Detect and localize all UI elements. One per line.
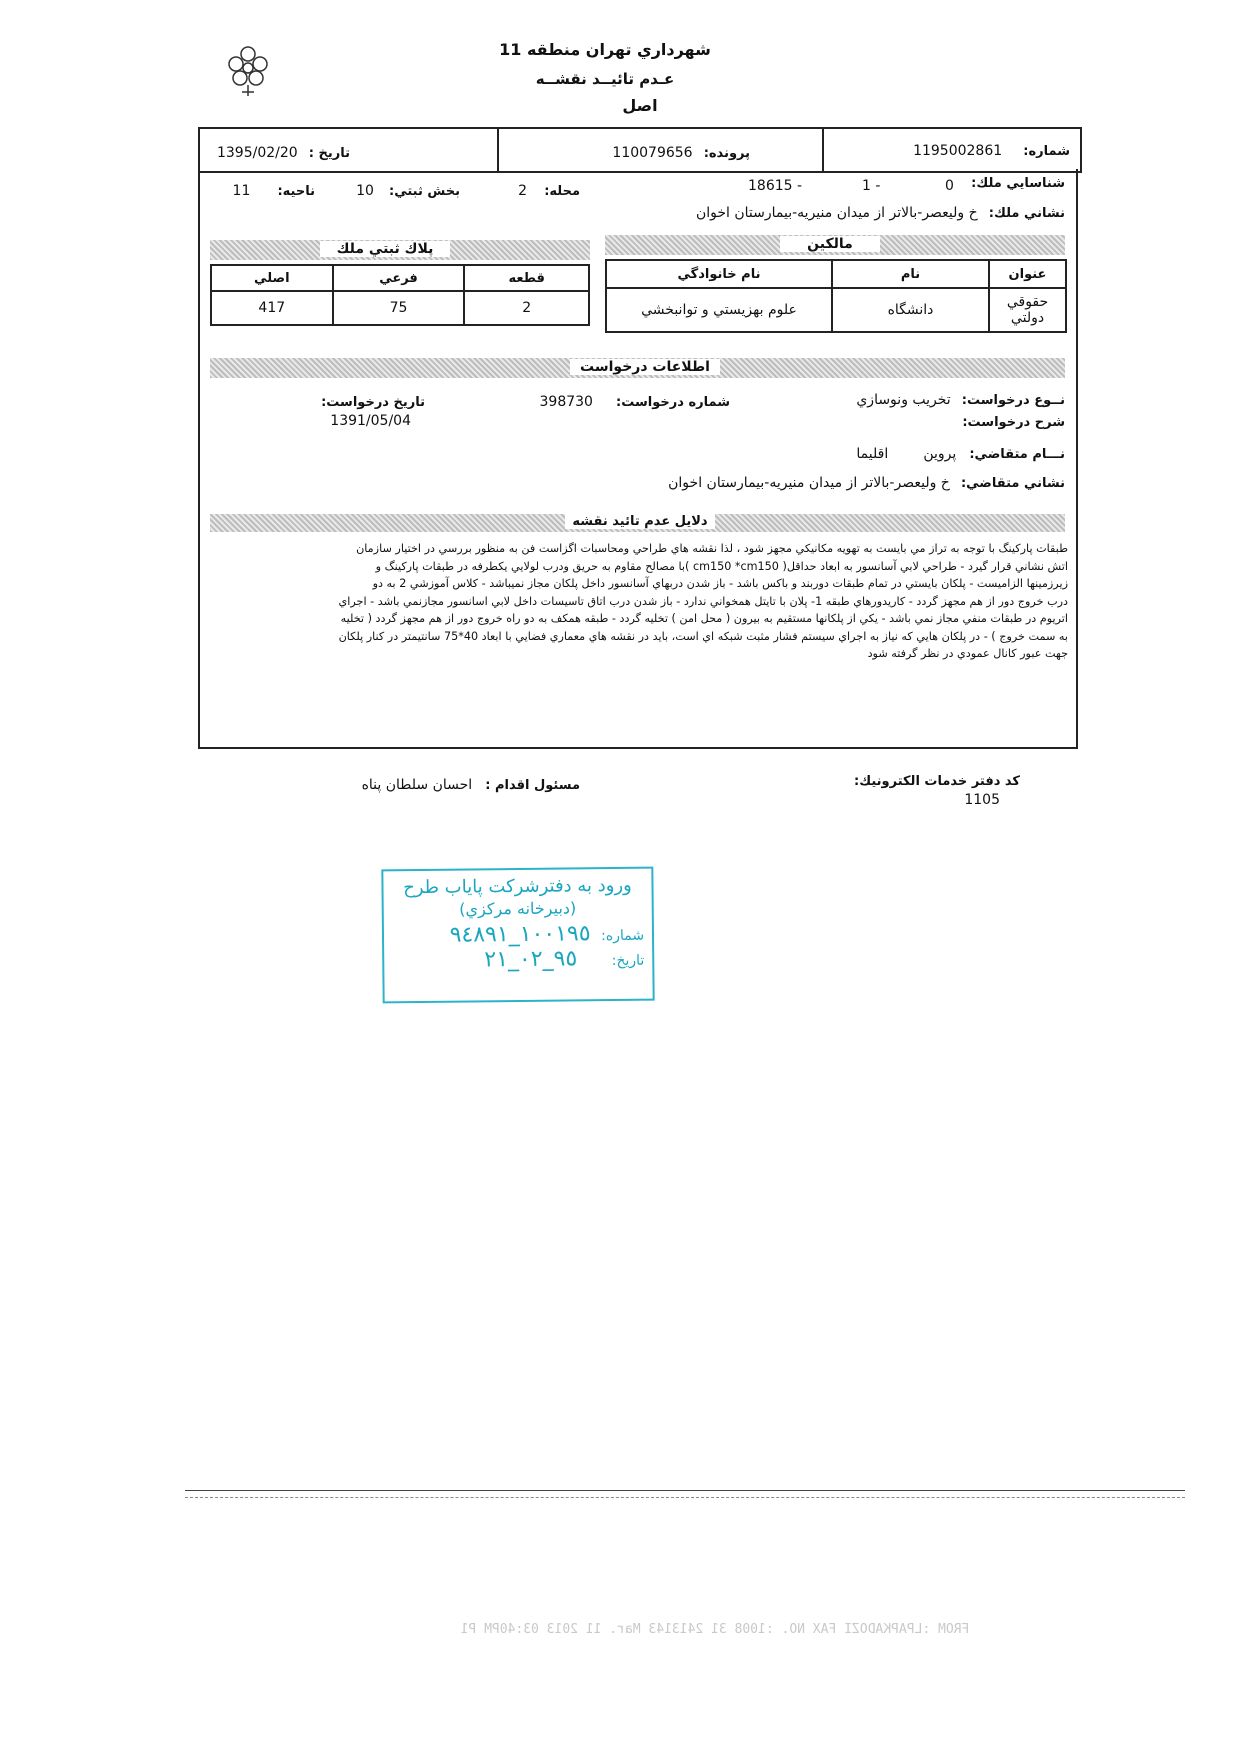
municipality-logo-icon	[222, 40, 274, 100]
reason-line-4: درب خروج دور از هم مجهز گردد - كاريدورهاي طبقه 1- پلان با تايتل همخواني ندارد - باز شدن درب اتاق تاسيسات داخل لابي اسانسور مجازنمي باشد - اجراي	[338, 594, 1068, 608]
request-date-field: تاريخ درخواست: 1391/05/04	[321, 395, 425, 429]
owners-header-title: عنوان	[989, 260, 1066, 288]
fax-footer: FROM :LPAPKADOZI FAX NO. :1008 31 2413143 Mar. 11 2013 03:40PM P1	[460, 1622, 970, 1637]
owners-header-family: نام خانوادگي	[606, 260, 832, 288]
file-field: پرونده: 110079656	[612, 145, 750, 161]
property-id-part-3: 18615 -	[748, 178, 803, 194]
reason-line-7: جهت عبور كانال عمودي در نظر گرفته شود	[867, 647, 1068, 660]
owners-header-name: نام	[832, 260, 989, 288]
reason-line-2: اتش نشاني قرار گيرد - طراحي لابي آسانسور به ابعاد حداقل( cm150 *cm150 )با مصالح مقاوم به حريق ودرب لولايي يكطرفه در طبقات پاركينگ و	[375, 559, 1068, 573]
date-value: 1395/02/20	[216, 145, 298, 161]
owners-cell-title: حقوقي دولتي	[989, 288, 1066, 332]
applicant-name-field: نـــام متقاضي: پروين اقليما	[856, 446, 1065, 462]
reason-line-1: طبقات پاركينگ با توجه به تراز مي بايست به تهويه مكانيكي مجهز شود ، لذا نقشه هاي طراحي ومحاسبات اگزاست فن به منظور بررسي در اختيار سازمان	[356, 542, 1068, 555]
mahalle-field: محله: 2	[518, 183, 580, 199]
request-number-field: شماره درخواست: 398730	[539, 394, 730, 410]
document-subtitle: عـدم تائيــد نقشــه	[535, 70, 675, 88]
bottom-separator	[185, 1490, 1185, 1491]
plaque-cell-main: 417	[211, 291, 333, 325]
request-type-field: نــوع درخواست: تخريب ونوسازي	[856, 392, 1065, 408]
property-address: نشاني ملك: خ وليعصر-بالاتر از ميدان منيريه-بيمارستان اخوان	[695, 205, 1065, 221]
frame-left	[198, 169, 200, 749]
date-field: تاريخ : 1395/02/20	[216, 145, 350, 161]
stamp-line-2: (دبيرخانه مركزي)	[459, 898, 577, 919]
reason-line-3: زيرزمينها الزاميست - پلكان بايستي در تمام طبقات دوربند و باكس باشد - باز شدن دربهاي آسانسور داخل پلكان مجاز نميباشد - كلاس آموزشي 2 به دو	[372, 577, 1068, 590]
plaque-header-main: اصلي	[211, 265, 333, 291]
request-desc-label: شرح درخواست:	[962, 415, 1065, 430]
property-id-part-1: 0	[945, 178, 954, 194]
plaque-header-minor: فرعي	[333, 265, 465, 291]
reason-line-5: اتريوم در طبقات منفي مجاز نمي باشد - يكي از پلكانها مستقيم به بيرون ( محل امن ) تخليه گردد - طبقه همكف به دو راه خروج دور از هم مجهز گردد ( تخليه	[340, 612, 1068, 625]
responsible-field: مسئول اقدام : احسان سلطان پناه	[361, 777, 580, 793]
owners-title: مالكين	[780, 236, 880, 252]
plaque-cell-minor: 75	[333, 291, 465, 325]
document-type: اصل	[622, 96, 658, 115]
stamp-date: ٩٥_٠٢_٢١	[484, 946, 578, 973]
plaque-title: پلاك ثبتي ملك	[320, 241, 450, 257]
request-title: اطلاعات درخواست	[570, 359, 720, 375]
number-field: شماره: 1195002861	[913, 143, 1070, 159]
file-value: 110079656	[612, 145, 693, 161]
org-title: شهرداري تهران منطقه 11	[499, 40, 711, 59]
nahie-field: ناحيه: 11	[232, 183, 315, 199]
bottom-separator-2	[185, 1497, 1185, 1498]
reasons-title: دلايل عدم تائيد نقشه	[565, 514, 715, 529]
property-id-part-2: 1 -	[862, 178, 881, 194]
property-id-label: شناسايي ملك:	[971, 176, 1065, 191]
owners-table	[605, 259, 1067, 333]
applicant-address-field: نشاني متقاضي: خ وليعصر-بالاتر از ميدان منيريه-بيمارستان اخوان	[668, 475, 1065, 491]
reasons-text	[210, 540, 1068, 663]
reason-line-6: به سمت خروج ) - در پلكان هايي كه نياز به اجراي سيستم فشار مثبت شبكه اي است، بايد در نقشه هاي معماري فضايي با ابعاد 40*75 سانتيمتر در كنار پلكان	[338, 629, 1068, 643]
receipt-stamp: ورود به دفترشركت پاياب طرح (دبيرخانه مركزي) شماره: ١٠٠١٩٥_٩٤٨٩١ تاريخ: ٩٥_٠٢_٢١	[381, 867, 654, 1004]
owners-cell-family: علوم بهزيستي و توانبخشي	[606, 288, 832, 332]
stamp-number: ١٠٠١٩٥_٩٤٨٩١	[449, 921, 591, 948]
number-value: 1195002861	[913, 143, 1003, 159]
bakhsh-field: بخش ثبتي: 10	[356, 183, 460, 199]
plaque-cell-piece: 2	[464, 291, 589, 325]
frame-right	[1076, 169, 1078, 749]
owners-cell-name: دانشگاه	[832, 288, 989, 332]
plaque-header-piece: قطعه	[464, 265, 589, 291]
frame-bottom	[198, 747, 1078, 749]
plaque-table	[210, 264, 590, 326]
office-code-field: كد دفتر خدمات الكترونيك: 1105	[854, 774, 1020, 808]
stamp-line-1: ورود به دفترشركت پاياب طرح	[403, 874, 632, 899]
